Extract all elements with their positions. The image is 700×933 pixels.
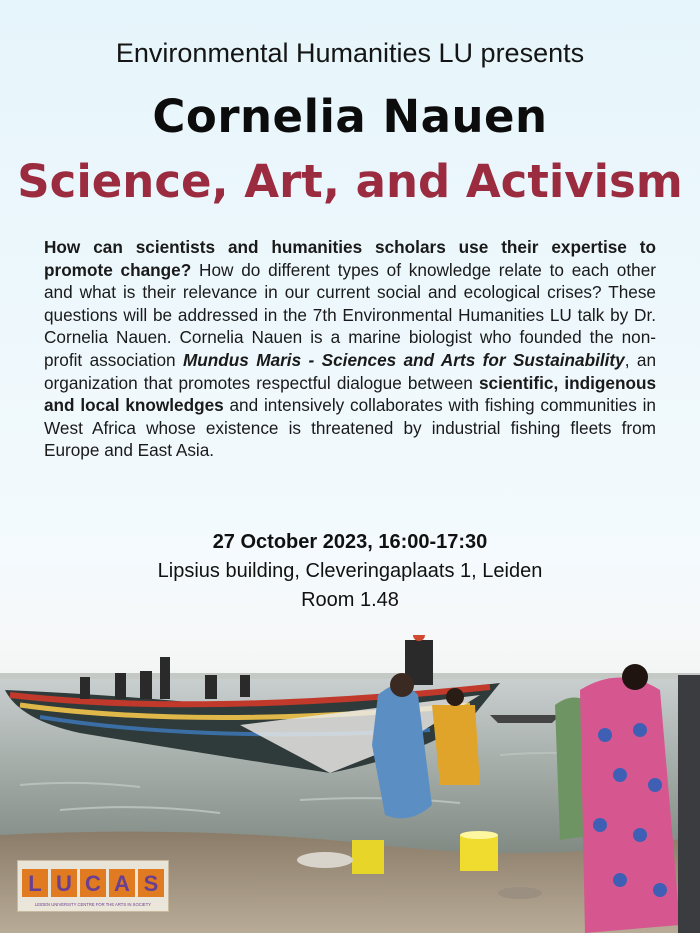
lucas-logo-mark bbox=[18, 861, 168, 911]
talk-title: Science, Art, and Activism bbox=[17, 155, 683, 208]
event-date: 27 October 2023, 16:00-17:30 bbox=[212, 531, 488, 553]
knowledges-phrase: scientific, indigenous and local knowledges bbox=[44, 372, 656, 416]
lead-question: How can scientists and humanities scholars use their expertise to promote change? bbox=[44, 237, 656, 280]
event-location: Lipsius building, Cleveringaplaats 1, Leiden bbox=[157, 560, 543, 582]
logo-letter-c: C bbox=[85, 871, 101, 896]
description-text-2: , an organization that promotes respectful dialogue between bbox=[44, 349, 657, 393]
speaker-name: Cornelia Nauen bbox=[152, 90, 548, 143]
lucas-logo bbox=[17, 860, 169, 912]
organization-name: Mundus Maris - Sciences and Arts for Sustainability bbox=[182, 349, 625, 370]
event-details bbox=[0, 528, 700, 615]
description-paragraph bbox=[44, 236, 656, 462]
description-text-1: How do different types of knowledge relate to each other and what is their relevance in our current social and ecological crises? These questions will be addressed in the 7th Environmental Humanities LU talk by Dr. Cornelia Nauen. Cornelia Nauen is a marine biologist who founded the non-profit association bbox=[44, 259, 656, 370]
logo-letter-s: S bbox=[143, 871, 159, 896]
logo-letter-u: U bbox=[56, 871, 72, 896]
logo-letter-a: A bbox=[114, 871, 130, 896]
presents-line: Environmental Humanities LU presents bbox=[115, 38, 585, 68]
event-room: Room 1.48 bbox=[301, 589, 399, 611]
logo-subtitle: LEIDEN UNIVERSITY CENTRE FOR THE ARTS IN SOCIETY bbox=[34, 902, 152, 907]
description-text-3: and intensively collaborates with fishing communities in West Africa whose existence is threatened by industrial fishing fleets from Europe and East Asia. bbox=[44, 395, 656, 461]
logo-letter-l: L bbox=[28, 871, 42, 896]
